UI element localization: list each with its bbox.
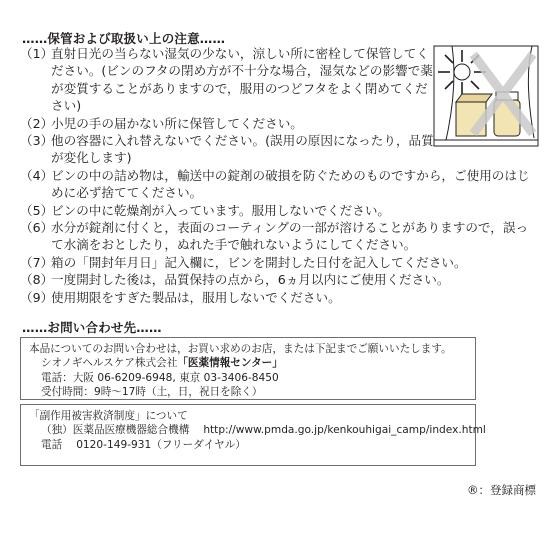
list-item: （6） 水分が錠剤に付くと，表面のコーティングの一部が溶けることがありますので，誤って水滴をおとしたり，ぬれた手で触れないようにしてください。 xyxy=(20,220,529,253)
storage-precautions-list xyxy=(20,45,540,306)
company-line xyxy=(29,356,467,370)
list-item: （8） 一度開封した後は，品質保持の点から，6ヵ月以内にご使用ください。 xyxy=(20,272,450,288)
pmda-org: （独）医薬品医療機器総合機構 xyxy=(41,424,190,437)
pmda-line xyxy=(29,423,486,437)
pmda-url: http://www.pmda.go.jp/kenkouhigai_camp/index.html xyxy=(203,424,486,437)
phone-line: 電話：大阪 06-6209-6948, 東京 03-3406-8450 xyxy=(41,371,279,384)
relief-system-box xyxy=(20,404,486,466)
contact-heading: ……お問い合わせ先…… xyxy=(22,320,162,335)
list-item: （9） 使用期限をすぎた製品は，服用しないでください。 xyxy=(20,289,341,305)
relief-phone: 0120-149-931（フリーダイヤル） xyxy=(76,438,246,451)
list-item: （1） 直射日光の当らない湿気の少ない，涼しい所に密栓して保管してください。(ビンのフタの閉め方が不十分な場合，湿気などの影響で薬が変質することがありますので，服用のつどフタをよく閉めてください) xyxy=(20,46,433,114)
list-item: （3） 他の容器に入れ替えないでください。(誤用の原因になったり，品質が変化します) xyxy=(20,133,434,166)
list-item: （7） 箱の「開封年月日」記入欄に，ビンを開封した日付を記入してください。 xyxy=(20,254,467,270)
contact-info-box xyxy=(20,337,476,400)
info-center-name: 「医薬情報センター」 xyxy=(177,357,283,370)
phone-osaka: 大阪 06-6209-6948, xyxy=(72,371,176,384)
phone-tokyo: 東京 03-3406-8450 xyxy=(179,371,279,384)
list-item: （2） 小児の手の届かない所に保管してください。 xyxy=(20,115,303,131)
list-item: （4） ビンの中の詰め物は，輸送中の錠剤の破損を防ぐためのものですから，ご使用のはじめに必ず捨ててください。 xyxy=(20,167,530,201)
contact-intro: 本品についてのお問い合わせは，お買い求めのお店，または下記までご願いいたします。 xyxy=(29,343,452,355)
reception-hours: 受付時間：9時～17時（土，日，祝日を除く） xyxy=(41,386,263,399)
company-name: シオノギヘルスケア株式会社 xyxy=(41,357,178,370)
trademark-note: ®：登録商標 xyxy=(467,483,536,497)
relief-phone-line: 電話 0120-149-931（フリーダイヤル） xyxy=(41,438,246,451)
list-item: （5） ビンの中に乾燥剤が入っています。服用しないでください。 xyxy=(20,202,391,218)
storage-heading: ……保管および取扱い上の注意…… xyxy=(22,31,226,46)
relief-title: 「副作用被害救済制度」について xyxy=(29,410,188,422)
